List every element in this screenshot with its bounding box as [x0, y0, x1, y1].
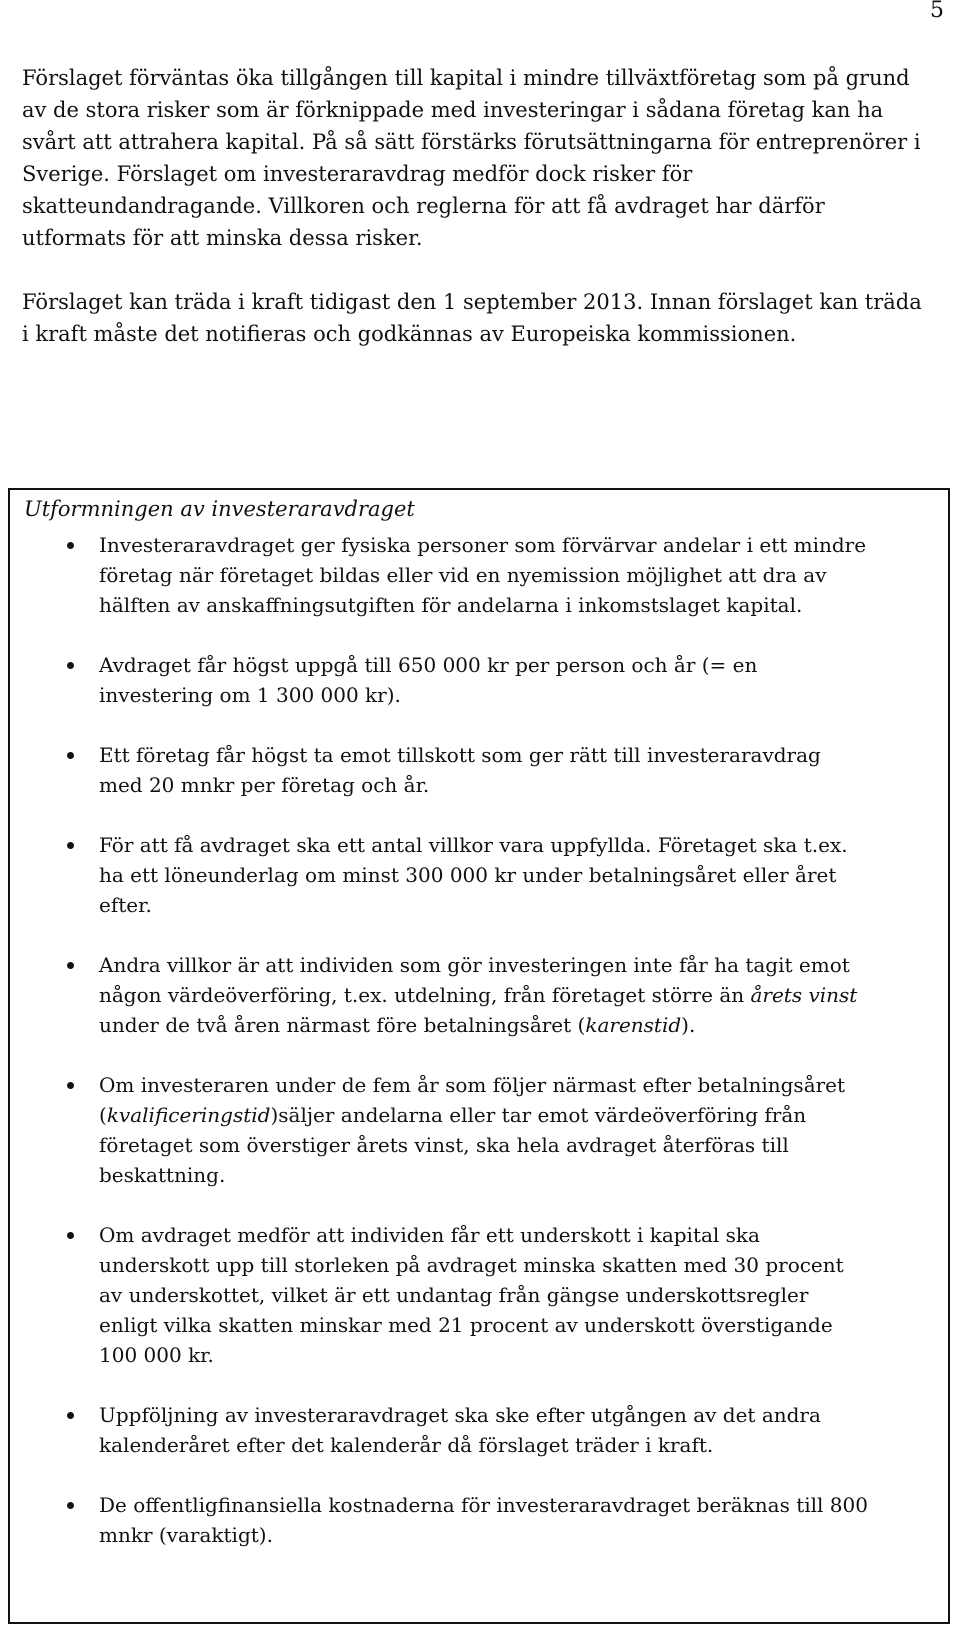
- list-item: [10, 650, 948, 710]
- list-item-text: Andra villkor är att individen som gör investeringen inte får ha tagit emot någon värdeöverföring, t.ex. utdelning, från företaget större än årets vinst under de två åren närmast före betalningsåret (karenstid).: [99, 953, 858, 1037]
- list-item: [10, 1490, 948, 1550]
- bullet-icon: [67, 542, 74, 549]
- list-item: [10, 530, 948, 620]
- bullet-icon: [67, 1232, 74, 1239]
- list-item: [10, 950, 948, 1040]
- list-item: [10, 1070, 948, 1190]
- emphasis: kvalificeringstid: [106, 1103, 271, 1127]
- bullet-icon: [67, 962, 74, 969]
- list-item: [10, 830, 948, 920]
- intro-paragraph: Förslaget förväntas öka tillgången till kapital i mindre tillväxtföretag som på grund av de stora risker som är förknippade med investeringar i sådana företag kan ha svårt att attrahera kapital. På så sätt förstärks förutsättningarna för entreprenörer i Sverige. Förslaget om investeraravdrag medför dock risker för skatteundandragande. Villkoren och reglerna för att få avdraget har därför utformats för att minska dessa risker.: [22, 66, 921, 250]
- bullet-icon: [67, 1502, 74, 1509]
- list-item: [10, 1220, 948, 1370]
- list-item: [10, 740, 948, 800]
- emphasis: årets vinst: [750, 983, 858, 1007]
- list-item-text: Uppföljning av investeraravdraget ska ske efter utgången av det andra kalenderåret efter det kalenderår då förslaget träder i kraft.: [99, 1403, 821, 1457]
- fact-box-title: Utformningen av investeraravdraget: [24, 497, 415, 521]
- fact-box-list: [10, 530, 948, 1550]
- intro-text: [22, 62, 922, 382]
- list-item-text: Om investeraren under de fem år som följer närmast efter betalningsåret (kvalificeringstid)säljer andelarna eller tar emot värdeöverföring från företaget som överstiger årets vinst, ska hela avdraget återföras till beskattning.: [99, 1073, 846, 1187]
- fact-box: [8, 488, 950, 1624]
- bullet-icon: [67, 752, 74, 759]
- list-item-text: De offentligfinansiella kostnaderna för investeraravdraget beräknas till 800 mnkr (varaktigt).: [99, 1493, 868, 1547]
- intro-paragraph: Förslaget kan träda i kraft tidigast den 1 september 2013. Innan förslaget kan träda i kraft måste det notifieras och godkännas av Europeiska kommissionen.: [22, 290, 922, 346]
- bullet-icon: [67, 1082, 74, 1089]
- list-item-text: Avdraget får högst uppgå till 650 000 kr per person och år (= en investering om 1 300 000 kr).: [99, 653, 758, 707]
- list-item: [10, 1400, 948, 1460]
- bullet-icon: [67, 1412, 74, 1419]
- bullet-icon: [67, 842, 74, 849]
- page-number: 5: [930, 0, 944, 23]
- list-item-text: Ett företag får högst ta emot tillskott som ger rätt till investeraravdrag med 20 mnkr per företag och år.: [99, 743, 821, 797]
- list-item-text: För att få avdraget ska ett antal villkor vara uppfyllda. Företaget ska t.ex. ha ett löneunderlag om minst 300 000 kr under betalningsåret eller året efter.: [99, 833, 848, 917]
- list-item-text: Investeraravdraget ger fysiska personer som förvärvar andelar i ett mindre företag när företaget bildas eller vid en nyemission möjlighet att dra av hälften av anskaffningsutgiften för andelarna i inkomstslaget kapital.: [99, 533, 867, 617]
- bullet-icon: [67, 662, 74, 669]
- emphasis: karenstid: [585, 1013, 682, 1037]
- list-item-text: Om avdraget medför att individen får ett underskott i kapital ska underskott upp till storleken på avdraget minska skatten med 30 procent av underskottet, vilket är ett undantag från gängse underskottsregler enligt vilka skatten minskar med 21 procent av underskott överstigande 100 000 kr.: [99, 1223, 844, 1367]
